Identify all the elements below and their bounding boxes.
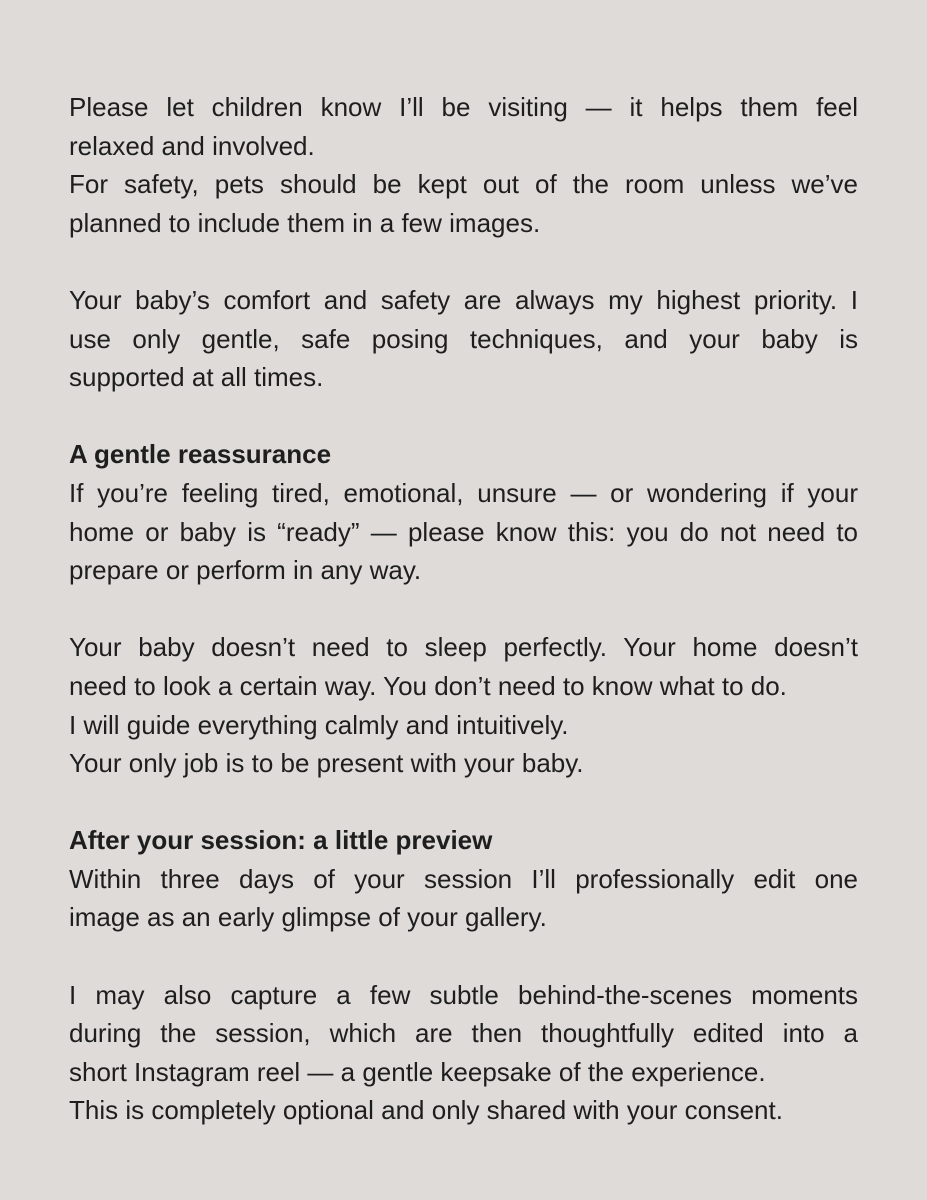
text-line: Please let children know I’ll be visiting — it helps them feel	[69, 92, 858, 122]
paragraph-children-and-pets	[69, 88, 858, 242]
text-line: If you’re feeling tired, emotional, unsure — or wondering if your	[69, 477, 858, 508]
text-line: use only gentle, safe posing techniques, and your baby is	[69, 323, 858, 354]
paragraph-gentle-reassurance	[69, 435, 858, 589]
text-line: short Instagram reel — a gentle keepsake of the experience.	[69, 1056, 766, 1087]
paragraph-spacer	[69, 590, 858, 629]
paragraph-spacer	[69, 242, 858, 281]
paragraph-behind-the-scenes	[69, 976, 858, 1130]
text-line: For safety, pets should be kept out of the room unless we’ve	[69, 169, 858, 200]
text-line: Your baby’s comfort and safety are always my highest priority. I	[69, 284, 858, 315]
paragraph-no-preparation	[69, 628, 858, 782]
text-line: planned to include them in a few images.	[69, 207, 541, 238]
text-line: relaxed and involved.	[69, 130, 315, 161]
text-line: prepare or perform in any way.	[69, 555, 422, 586]
section-heading: A gentle reassurance	[69, 439, 332, 470]
paragraph-spacer	[69, 783, 858, 822]
document-body	[69, 88, 858, 1130]
paragraph-spacer	[69, 397, 858, 436]
section-heading: After your session: a little preview	[69, 825, 493, 856]
text-line: Your only job is to be present with your baby.	[69, 748, 584, 779]
paragraph-comfort-safety	[69, 281, 858, 397]
text-line: I may also capture a few subtle behind-the-scenes moments	[69, 979, 858, 1010]
paragraph-spacer	[69, 937, 858, 976]
text-line: supported at all times.	[69, 362, 324, 393]
text-line: Within three days of your session I’ll professionally edit one	[69, 863, 858, 894]
paragraph-after-session	[69, 821, 858, 937]
text-line: This is completely optional and only shared with your consent.	[69, 1095, 783, 1126]
text-line: I will guide everything calmly and intuitively.	[69, 709, 569, 740]
text-line: during the session, which are then thoughtfully edited into a	[69, 1018, 858, 1049]
text-line: image as an early glimpse of your gallery.	[69, 902, 547, 933]
text-line: need to look a certain way. You don’t need to know what to do.	[69, 670, 787, 701]
text-line: Your baby doesn’t need to sleep perfectly. Your home doesn’t	[69, 632, 858, 663]
text-line: home or baby is “ready” — please know this: you do not need to	[69, 516, 858, 547]
